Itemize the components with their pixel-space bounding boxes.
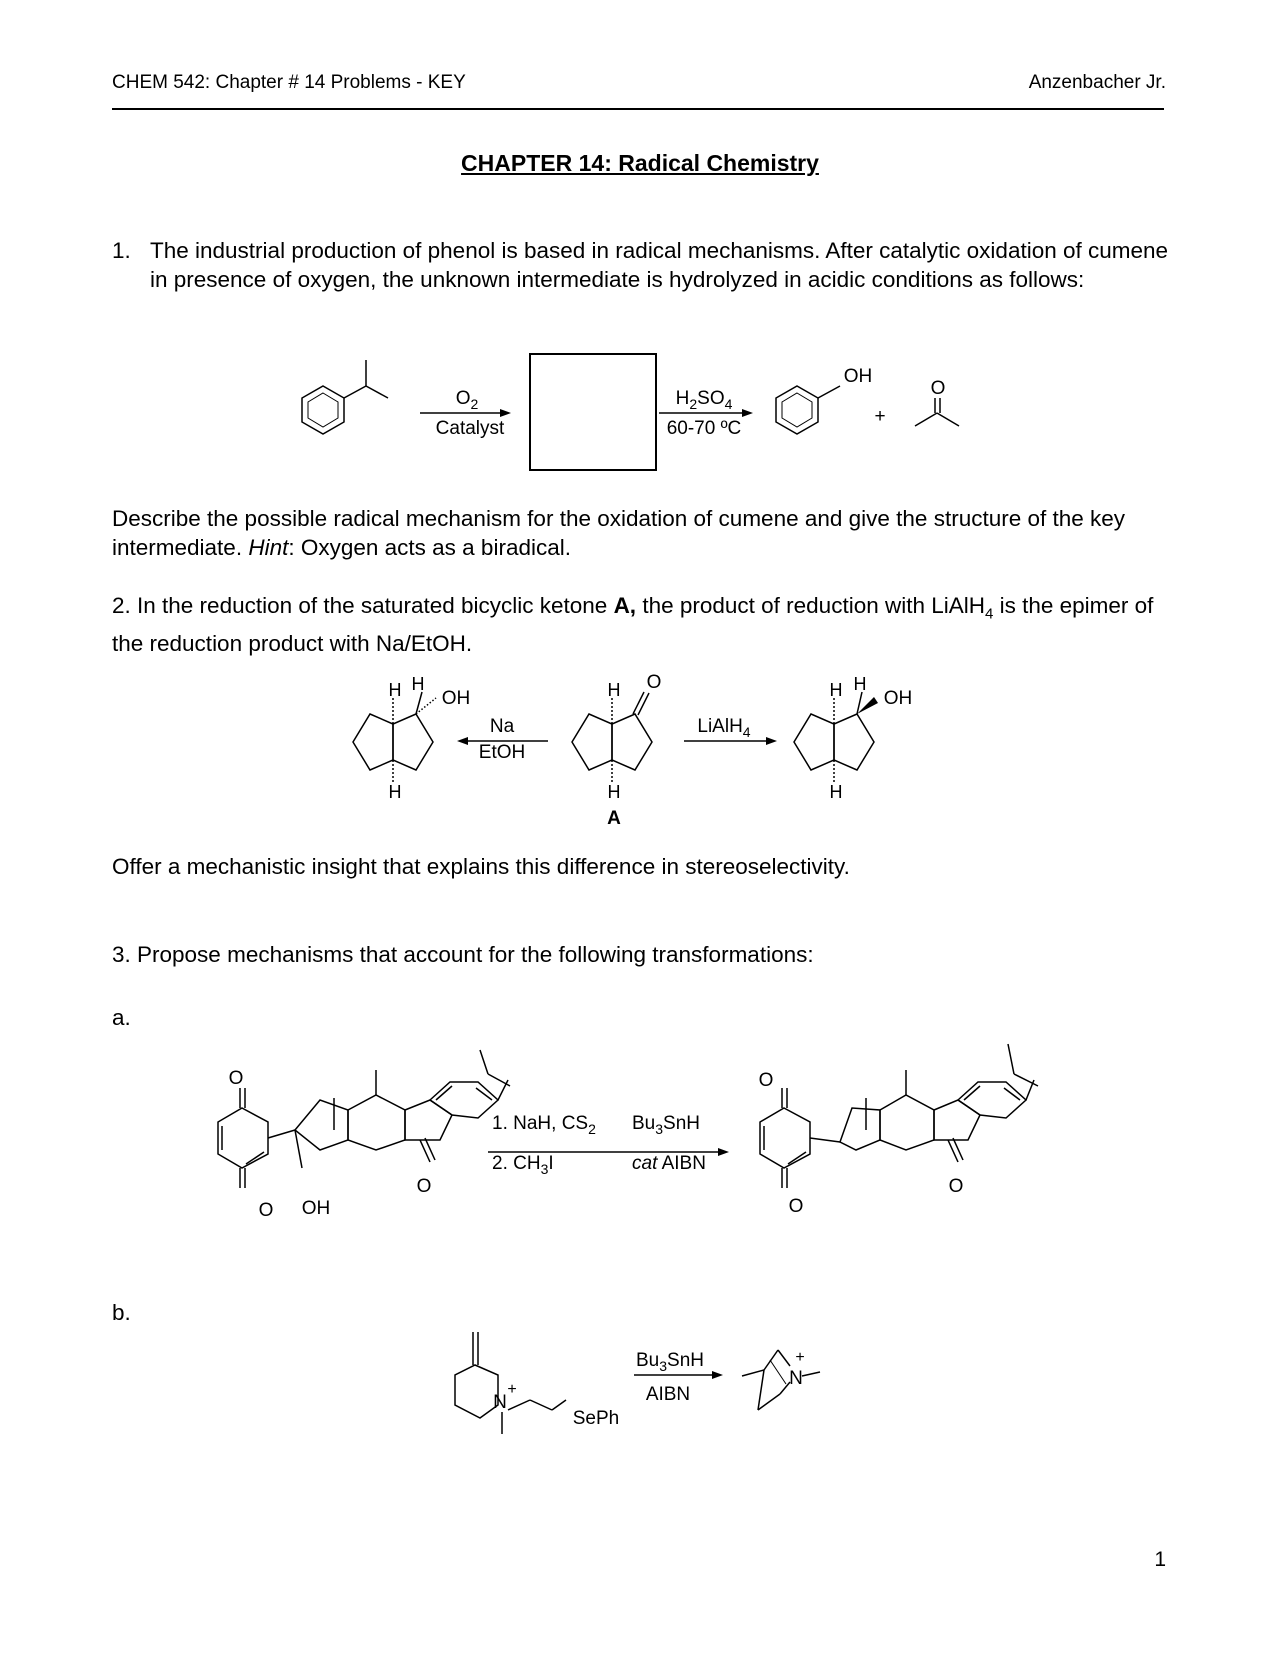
header-rule [112, 108, 1164, 110]
question-2-insight: Offer a mechanistic insight that explains this difference in stereoselectivity. [112, 854, 850, 879]
nitrogen-label: N [493, 1392, 507, 1413]
scheme-3a-deoxygenation [0, 1030, 1280, 1240]
h-label: H [607, 680, 621, 700]
product-nitrogen-label: N [789, 1368, 803, 1389]
reagent-1-bottom: Catalyst [435, 418, 505, 439]
o-label: O [948, 1176, 964, 1197]
left-reagent-top: Na [489, 716, 515, 737]
h-label: H [853, 674, 867, 694]
question-1-text: The industrial production of phenol is based in radical mechanisms. After catalytic oxidation of cumene in presence of oxygen, the unknown intermediate is hydrolyzed in acidic conditions as follows: [150, 238, 1169, 292]
oh-label: OH [441, 688, 471, 709]
scheme-2-bicyclic-reduction [0, 670, 1280, 840]
unknown-intermediate-box [530, 354, 656, 470]
h-label: H [829, 680, 843, 700]
reagent-bottom-3b: AIBN [645, 1384, 691, 1405]
right-reagent: LiAlH$_4$ [697, 716, 751, 740]
h-label: H [607, 782, 621, 802]
compound-a-label: A [607, 808, 621, 829]
reagent-2-top: $H_2SO_4$ [675, 388, 733, 412]
scheme-3b-radical-cyclization [0, 1320, 1280, 1440]
seph-label: SePh [572, 1408, 620, 1429]
h-label: H [388, 782, 402, 802]
part-b-label: b. [112, 1300, 131, 1325]
question-3-text: 3. Propose mechanisms that account for the following transformations: [112, 942, 814, 967]
question-2-text: 2. In the reduction of the saturated bicyclic ketone A, the product of reduction with LiAlH$_4$ is the epimer of the reduction product with Na/EtOH. [112, 593, 1154, 656]
h-label: H [829, 782, 843, 802]
o-label: O [758, 1070, 774, 1091]
o-label: O [258, 1200, 274, 1221]
plus-sign: + [874, 406, 886, 427]
oh-label: OH [301, 1198, 331, 1219]
scheme-1-cumene-oxidation [0, 330, 1280, 480]
reagent-bottom-3a: cat AIBN [632, 1153, 706, 1174]
phenol-oh-label: OH [843, 366, 873, 387]
oh-label: OH [883, 688, 913, 709]
page-title: CHAPTER 14: Radical Chemistry [461, 150, 819, 176]
h-label: H [388, 680, 402, 700]
step-2-label: 2. $CH_3I$ [492, 1153, 554, 1177]
header-right: Anzenbacher Jr. [1028, 72, 1166, 93]
o-label: O [228, 1068, 244, 1089]
reagent-2-bottom: 60-70 ºC [666, 418, 742, 439]
reagent-1-top: $O_2$ [455, 388, 479, 412]
question-1-number: 1. [112, 238, 131, 263]
o-label: O [646, 672, 662, 693]
step-1-label: 1. NaH, $CS_2$ [492, 1113, 596, 1137]
question-1 [112, 236, 1172, 294]
reagent-top-3b: $Bu_3SnH$ [636, 1350, 705, 1374]
part-a-label: a. [112, 1005, 131, 1030]
product-charge-plus: + [795, 1349, 805, 1366]
acetone-o-label: O [930, 378, 946, 399]
o-label: O [416, 1176, 432, 1197]
page-number: 1 [1154, 1548, 1166, 1571]
left-reagent-bottom: EtOH [478, 742, 526, 763]
h-label: H [411, 674, 425, 694]
o-label: O [788, 1196, 804, 1217]
reagent-top-3a: $Bu_3SnH$ [632, 1113, 701, 1137]
charge-plus: + [507, 1381, 517, 1398]
header-left: CHEM 542: Chapter # 14 Problems - KEY [112, 72, 466, 93]
question-1-describe: Describe the possible radical mechanism for the oxidation of cumene and give the structure of the key intermediate. Hint: Oxygen acts as a biradical. [112, 506, 1126, 560]
